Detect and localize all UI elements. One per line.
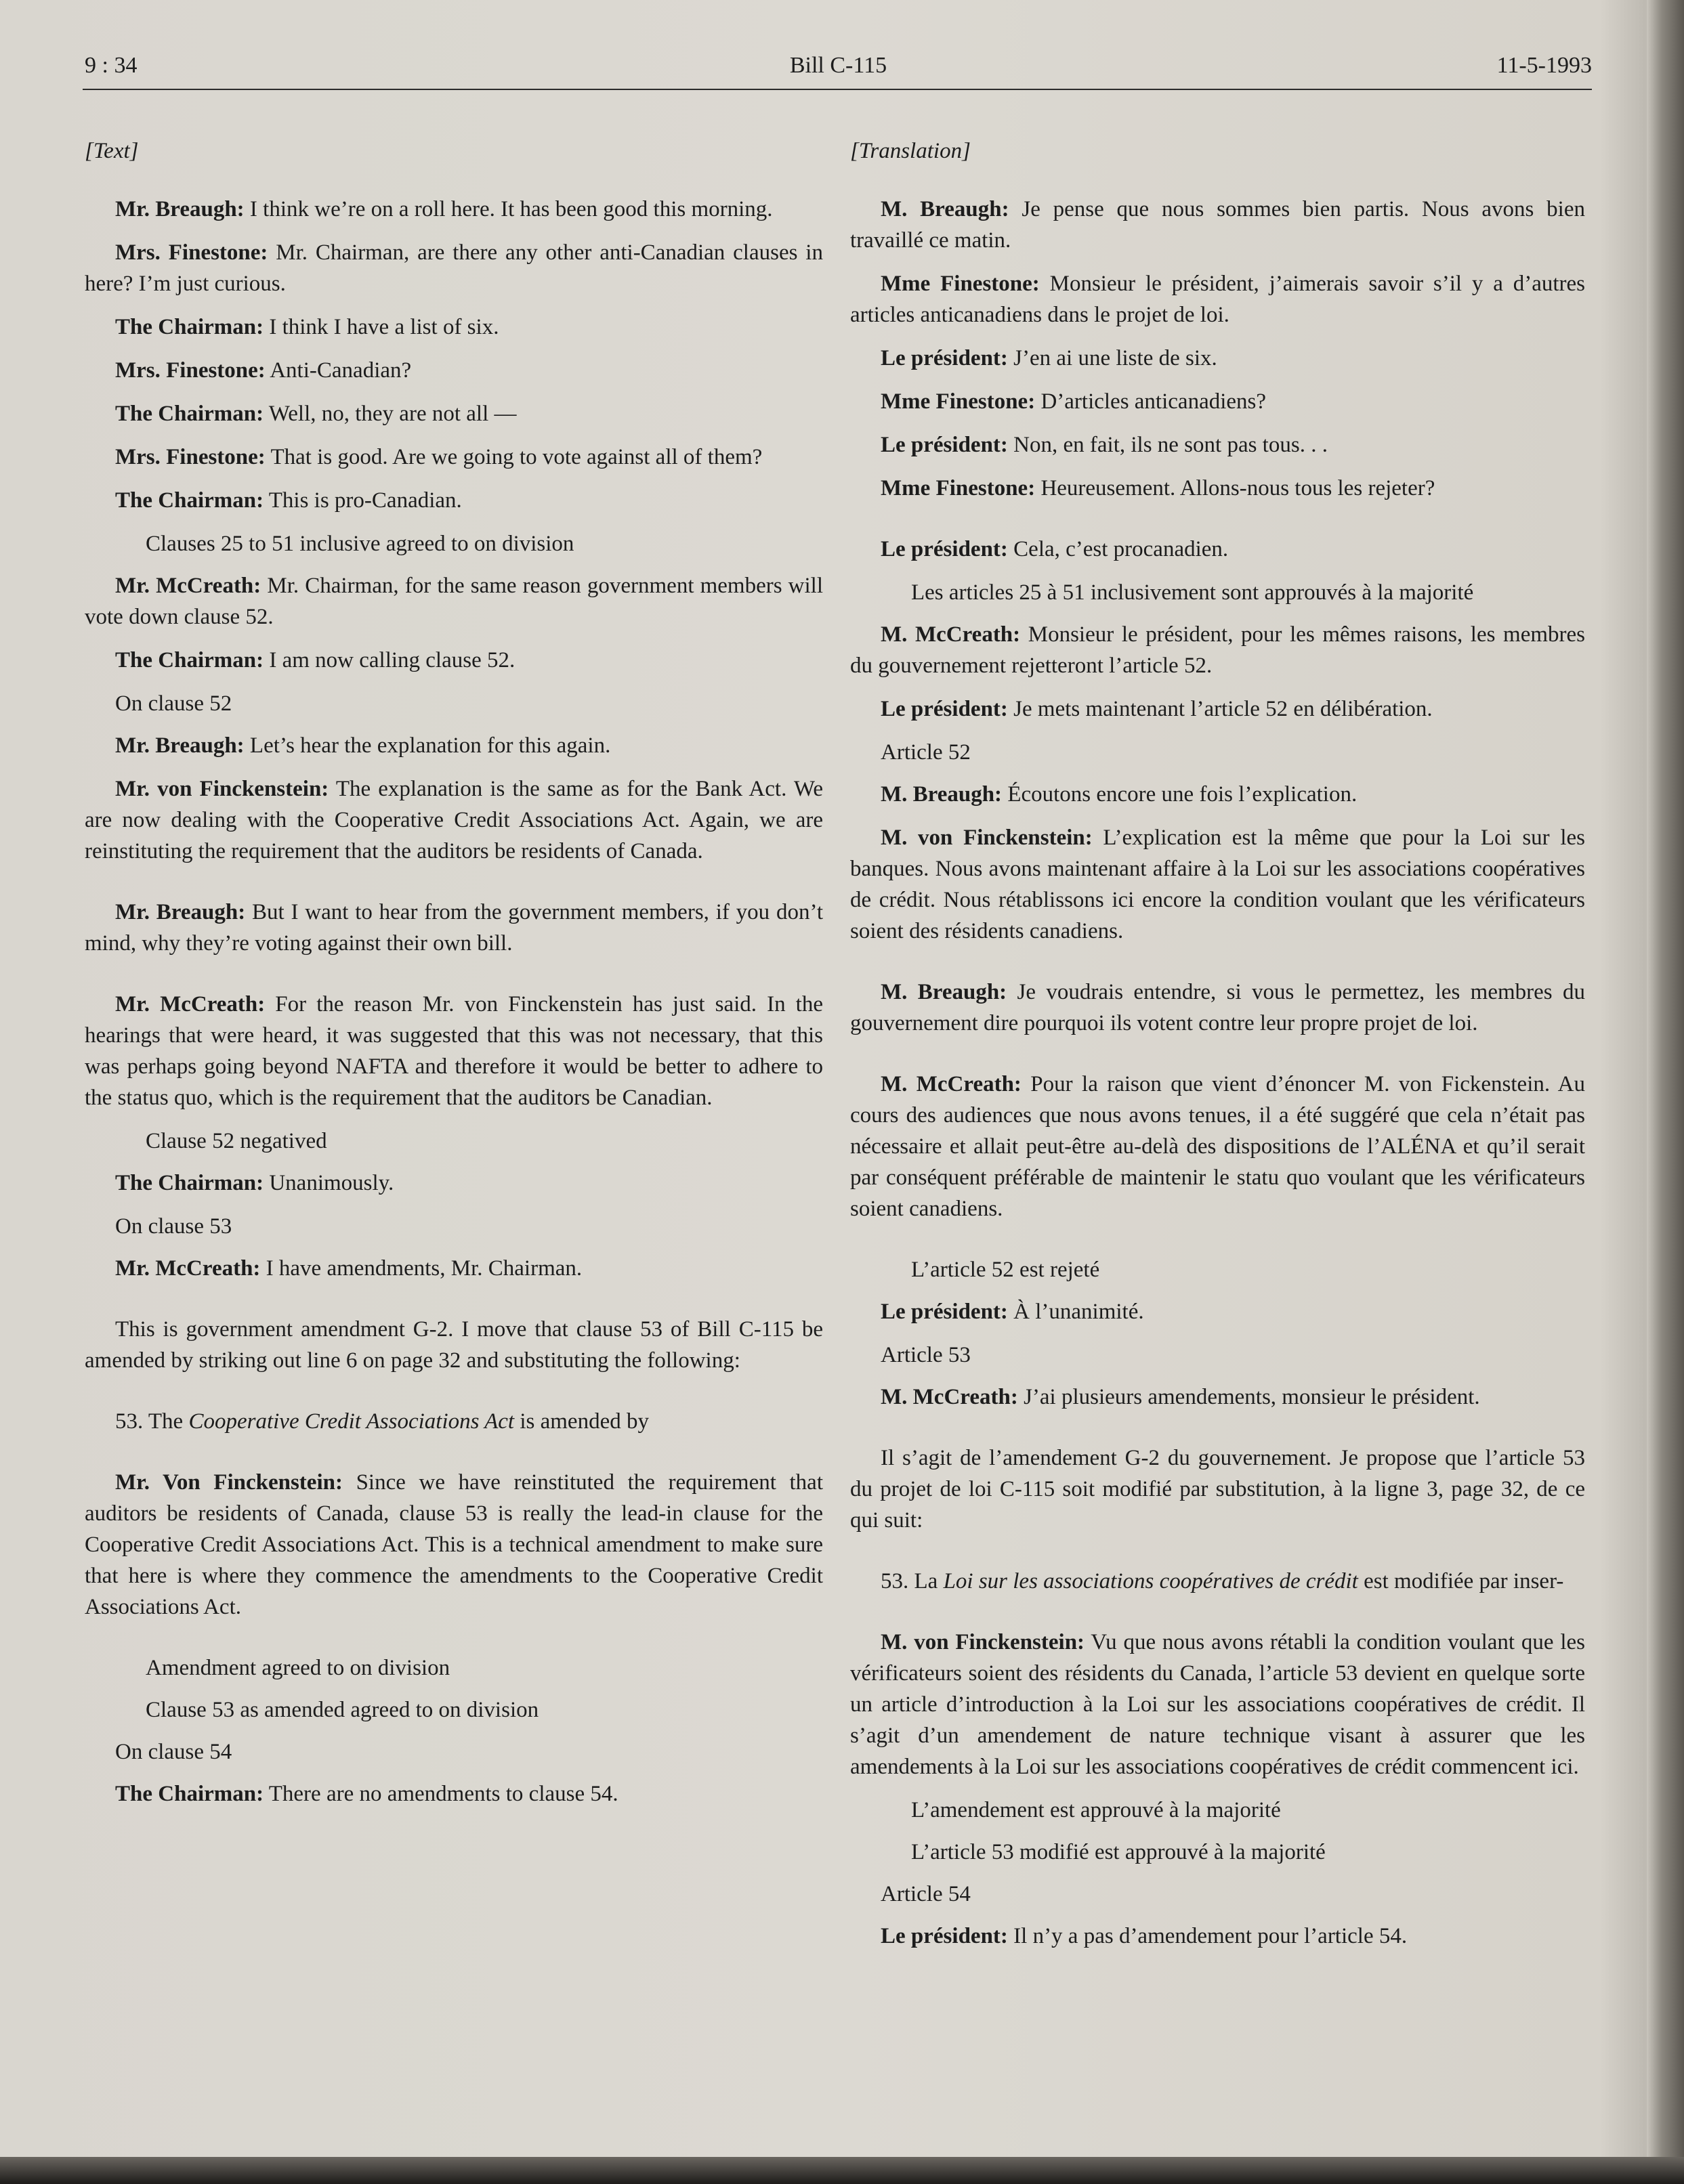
speech-text: I have amendments, Mr. Chairman. (260, 1256, 583, 1281)
speech-text: L’explication est la même que pour la Loi sur les banques. Nous avons maintenant affaire à la Loi sur les associations coopératives de crédit. Nous rétablissons ici encore la condition voulant que les vérificateurs soient des résidents canadiens. (850, 826, 1585, 943)
speech-text: There are no amendments to clause 54. (264, 1782, 618, 1806)
amendment-text-end: est modifiée par inser- (1357, 1569, 1564, 1593)
amendment-text-start: 53. La (881, 1569, 944, 1593)
speaker-name: M. McCreath: (881, 1072, 1022, 1096)
motion-paragraph: Il s’agit de l’amendement G-2 du gouvernement. Je propose que l’article 53 du projet de loi C-115 soit modifié par substitution, à la ligne 3, page 32, de ce qui suit: (850, 1446, 1585, 1533)
speech-text: Non, en fait, ils ne sont pas tous. . . (1007, 433, 1328, 457)
procedural-note: L’article 53 modifié est approuvé à la majorité (911, 1840, 1326, 1864)
procedural-note: Amendment agreed to on division (146, 1656, 450, 1680)
speech-text: Monsieur le président, pour les mêmes raisons, les membres du gouvernement rejetteront l’article 52. (850, 622, 1585, 678)
speech-text: À l’unanimité. (1007, 1300, 1144, 1324)
speaker-name: Mr. Breaugh: (115, 733, 245, 758)
speech-text: J’en ai une liste de six. (1007, 346, 1217, 370)
speech-text: Heureusement. Allons-nous tous les rejeter? (1035, 476, 1435, 500)
speaker-name: The Chairman: (115, 1171, 264, 1195)
speech-text: Pour la raison que vient d’énoncer M. von Fickenstein. Au cours des audiences que nous avons tenues, il a été suggéré que cela n’était pas nécessaire et allait peut-être au-delà des dispositions de l’ALÉNA et qu’il serait par conséquent préférable de maintenir le statu quo voulant que les vérificateurs soient canadiens. (850, 1072, 1585, 1221)
section-label: [Translation] (850, 139, 971, 163)
speech-text: The explanation is the same as for the Bank Act. We are now dealing with the Cooperative Credit Associations Act. Again, we are reinstituting the requirement that the auditors be residents of Canada. (85, 777, 824, 863)
speaker-name: M. McCreath: (881, 622, 1021, 647)
speech-text: Je pense que nous sommes bien partis. Nous avons bien travaillé ce matin. (850, 197, 1585, 253)
speech-paragraph (850, 194, 1585, 256)
speaker-name: Mrs. Finestone: (115, 358, 266, 383)
speech-text: Since we have reinstituted the requirement that auditors be residents of Canada, clause 53 is really the lead-in clause for the Cooperative Credit Associations Act. This is a technical amendment to make sure that here is where they commence the amendments to the Cooperative Credit Associations Act. (85, 1470, 824, 1619)
speech-text: Cela, c’est procanadien. (1007, 537, 1229, 561)
speaker-name: Le président: (881, 537, 1008, 561)
speech-paragraph (85, 1778, 823, 1810)
speech-text: J’ai plusieurs amendements, monsieur le président. (1017, 1385, 1480, 1409)
speech-paragraph (85, 398, 823, 429)
speech-text: This is pro-Canadian. (264, 488, 462, 513)
speaker-name: The Chairman: (115, 402, 264, 426)
amendment-text-end: is amended by (514, 1409, 649, 1434)
speech-paragraph (85, 730, 823, 761)
speaker-name: Mr. Breaugh: (115, 900, 246, 924)
speech-paragraph (85, 773, 823, 867)
clause-heading: Article 52 (881, 740, 971, 765)
speaker-name: Mme Finestone: (881, 476, 1036, 500)
english-column (85, 135, 823, 1822)
speech-paragraph (85, 897, 823, 959)
french-column (850, 135, 1585, 1964)
procedural-note: Clauses 25 to 51 inclusive agreed to on division (146, 532, 574, 556)
speech-paragraph (85, 442, 823, 473)
speech-text: Écoutons encore une fois l’explication. (1002, 782, 1357, 807)
motion-paragraph: This is government amendment G-2. I move that clause 53 of Bill C-115 be amended by striking out line 6 on page 32 and substituting the following: (85, 1317, 823, 1373)
speech-paragraph (85, 1467, 823, 1623)
speech-text: Je mets maintenant l’article 52 en délibération. (1007, 697, 1433, 721)
speaker-name: M. McCreath: (881, 1385, 1018, 1409)
speech-paragraph (850, 429, 1585, 461)
speech-paragraph (85, 312, 823, 343)
procedural-note: Les articles 25 à 51 inclusivement sont approuvés à la majorité (911, 580, 1474, 605)
speaker-name: M. von Finckenstein: (881, 826, 1093, 850)
speaker-name: Mme Finestone: (881, 389, 1036, 414)
binding-shadow (1647, 0, 1684, 2184)
speech-text: But I want to hear from the government members, if you don’t mind, why they’re voting against their own bill. (85, 900, 824, 956)
speaker-name: Mr. McCreath: (115, 574, 261, 598)
speaker-name: Mrs. Finestone: (115, 240, 268, 265)
speech-paragraph (850, 1069, 1585, 1224)
speech-text: Vu que nous avons rétabli la condition voulant que les vérificateurs soient des résidents du Canada, l’article 53 devient en quelque sorte un article d’introduction à la Loi sur les associations coopératives de crédit. Il s’agit d’un amendement de nature technique visant à assurer que les amendements à la Loi sur les associations coopératives de crédit commencent ici. (850, 1630, 1586, 1779)
speech-text: Il n’y a pas d’amendement pour l’article 54. (1007, 1924, 1408, 1948)
document-date: 11-5-1993 (1496, 53, 1592, 78)
amendment-text (85, 1406, 823, 1437)
procedural-note: L’article 52 est rejeté (911, 1258, 1100, 1282)
clause-heading: Article 54 (881, 1882, 971, 1906)
page-header (85, 53, 1592, 87)
speech-text: That is good. Are we going to vote against all of them? (265, 445, 763, 469)
page-number: 9 : 34 (85, 53, 138, 78)
speech-text: Unanimously. (264, 1171, 394, 1195)
speech-paragraph (85, 237, 823, 299)
speech-paragraph (85, 645, 823, 676)
speaker-name: Le président: (881, 1924, 1008, 1948)
section-label: [Text] (85, 139, 139, 163)
speech-text: I think I have a list of six. (264, 315, 499, 339)
speaker-name: M. Breaugh: (881, 980, 1007, 1004)
speech-paragraph (850, 822, 1585, 947)
speech-text: For the reason Mr. von Finckenstein has just said. In the hearings that were heard, it was suggested that this was not necessary, that this was perhaps going beyond NAFTA and therefore it would be better to adhere to the status quo, which is the requirement that the auditors be Canadian. (85, 992, 823, 1110)
speaker-name: The Chairman: (115, 488, 264, 513)
speaker-name: M. Breaugh: (881, 782, 1003, 807)
speech-paragraph (85, 1168, 823, 1199)
speaker-name: The Chairman: (115, 648, 264, 672)
speech-text: Mr. Chairman, for the same reason government members will vote down clause 52. (85, 574, 823, 629)
speech-paragraph (850, 386, 1585, 417)
procedural-note: Clause 53 as amended agreed to on division (146, 1698, 539, 1722)
english-transcript (85, 194, 823, 1810)
speech-text: Monsieur le président, j’aimerais savoir s’il y a d’autres articles anticanadiens dans le projet de loi. (850, 272, 1586, 327)
speech-paragraph (85, 570, 823, 633)
speaker-name: Mr. McCreath: (115, 992, 266, 1016)
speech-paragraph (850, 343, 1585, 374)
speaker-name: Le président: (881, 346, 1008, 370)
speech-paragraph (850, 1627, 1585, 1782)
act-title: Loi sur les associations coopératives de crédit (943, 1569, 1358, 1593)
clause-heading: On clause 53 (115, 1214, 232, 1239)
speech-paragraph (850, 693, 1585, 725)
speech-paragraph (85, 1253, 823, 1284)
speaker-name: Mrs. Finestone: (115, 445, 266, 469)
speech-paragraph (85, 355, 823, 386)
speech-text: Mr. Chairman, are there any other anti-Canadian clauses in here? I’m just curious. (85, 240, 823, 296)
speech-text: Je voudrais entendre, si vous le permettez, les membres du gouvernement dire pourquoi ils votent contre leur propre projet de loi. (850, 980, 1585, 1035)
speaker-name: Mr. McCreath: (115, 1256, 261, 1281)
amendment-text-start: 53. The (115, 1409, 189, 1434)
speech-paragraph (850, 534, 1585, 565)
speaker-name: M. Breaugh: (881, 197, 1009, 221)
act-title: Cooperative Credit Associations Act (188, 1409, 515, 1434)
speech-paragraph (85, 989, 823, 1113)
speech-text: I think we’re on a roll here. It has been good this morning. (244, 197, 773, 221)
clause-heading: On clause 54 (115, 1740, 232, 1764)
speaker-name: Mr. Breaugh: (115, 197, 245, 221)
speaker-name: Le président: (881, 1300, 1008, 1324)
speech-text: D’articles anticanadiens? (1035, 389, 1267, 414)
clause-heading: On clause 52 (115, 691, 232, 716)
speaker-name: Mr. Von Finckenstein: (115, 1470, 343, 1495)
speech-text: Let’s hear the explanation for this again. (244, 733, 611, 758)
speaker-name: Mr. von Finckenstein: (115, 777, 329, 801)
speech-paragraph (850, 473, 1585, 504)
amendment-text (850, 1566, 1585, 1597)
page-bottom-shadow (0, 2157, 1684, 2184)
document-title: Bill C-115 (789, 53, 887, 78)
speaker-name: Le président: (881, 433, 1008, 457)
french-transcript (850, 194, 1585, 1952)
speech-paragraph (85, 485, 823, 516)
clause-heading: Article 53 (881, 1343, 971, 1367)
speech-paragraph (85, 194, 823, 225)
speaker-name: M. von Finckenstein: (881, 1630, 1085, 1654)
speech-paragraph (850, 619, 1585, 681)
speech-paragraph (850, 1921, 1585, 1952)
speaker-name: The Chairman: (115, 315, 264, 339)
speaker-name: The Chairman: (115, 1782, 264, 1806)
procedural-note: L’amendement est approuvé à la majorité (911, 1798, 1281, 1822)
speech-paragraph (850, 1296, 1585, 1327)
speech-paragraph (850, 1382, 1585, 1413)
speech-paragraph (850, 268, 1585, 330)
procedural-note: Clause 52 negatived (146, 1129, 327, 1153)
speech-paragraph (850, 779, 1585, 810)
speech-text: Anti-Canadian? (265, 358, 412, 383)
speech-paragraph (850, 977, 1585, 1039)
speaker-name: Le président: (881, 697, 1008, 721)
speaker-name: Mme Finestone: (881, 272, 1040, 296)
speech-text: Well, no, they are not all — (264, 402, 517, 426)
speech-text: I am now calling clause 52. (264, 648, 515, 672)
header-rule (83, 89, 1592, 90)
